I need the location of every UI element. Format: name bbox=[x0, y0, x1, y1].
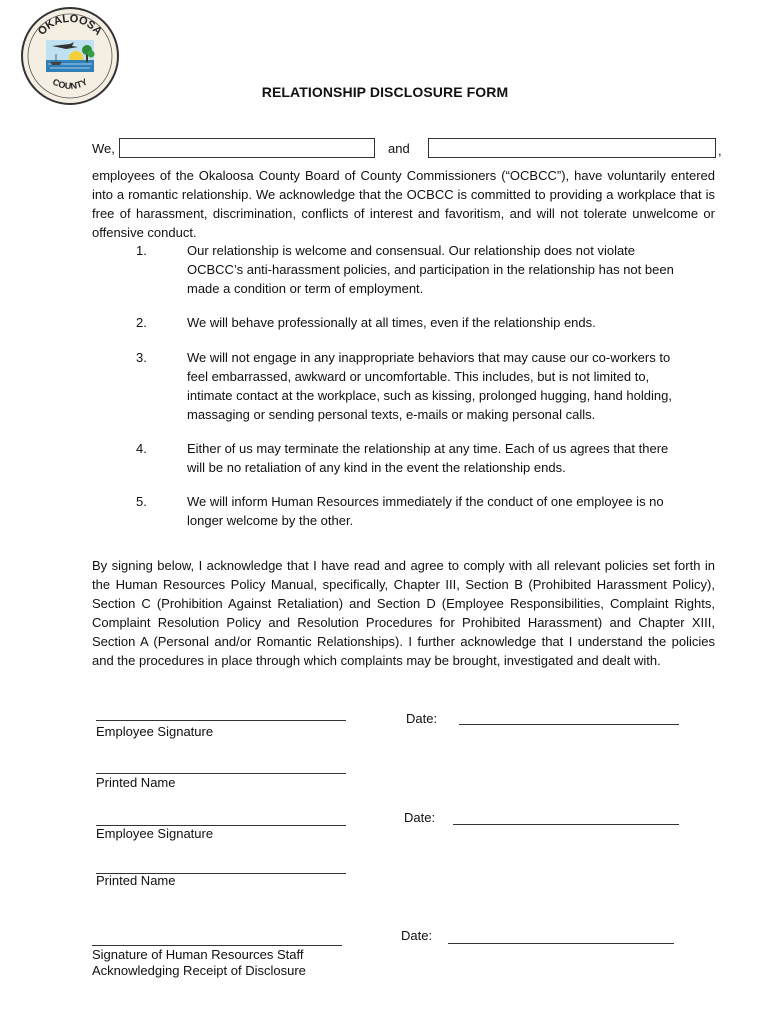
date-line-3[interactable] bbox=[448, 943, 674, 944]
item-number: 5. bbox=[136, 494, 147, 509]
we-label: We, bbox=[92, 141, 115, 156]
comma: , bbox=[718, 143, 722, 158]
employee-signature-line-1[interactable] bbox=[96, 720, 346, 721]
item-number: 2. bbox=[136, 315, 147, 330]
hr-signature-label-line2: Acknowledging Receipt of Disclosure bbox=[92, 963, 306, 978]
employee-signature-label-2: Employee Signature bbox=[96, 826, 214, 841]
item-text: We will not engage in any inappropriate behaviors that may cause our co-workers to feel embarrassed, awkward or uncomfortable. This includes, but is not limited to, intimate contact at the workplace, such as kissing, prolonged hugging, hand holding, massaging or sending personal texts, e-mails or making personal calls. bbox=[187, 350, 672, 422]
seal-top-text: OKALOOSA bbox=[35, 12, 105, 38]
intro-paragraph: employees of the Okaloosa County Board of County Commissioners (“OCBCC”), have voluntarily entered into a romantic relationship. We acknowledge that the OCBCC is committed to providing a workplace that is free of harassment, discrimination, conflicts of interest and favoritism, and will not tolerate unwelcome or offensive conduct. bbox=[92, 168, 715, 240]
item-number: 4. bbox=[136, 441, 147, 456]
employee-signature-label-1: Employee Signature bbox=[96, 724, 214, 739]
item-text: We will inform Human Resources immediately if the conduct of one employee is no longer welcome by the other. bbox=[187, 494, 664, 528]
employee-two-name-field[interactable] bbox=[428, 138, 716, 158]
hr-signature-label-line1: Signature of Human Resources Staff bbox=[92, 947, 304, 962]
item-number: 3. bbox=[136, 350, 147, 365]
printed-name-label-2: Printed Name bbox=[96, 873, 176, 888]
date-label-2: Date: bbox=[404, 810, 436, 825]
item-text: Either of us may terminate the relationship at any time. Each of us agrees that there will be no retaliation of any kind in the event the relationship ends. bbox=[187, 441, 669, 475]
item-number: 1. bbox=[136, 243, 147, 258]
intro-line bbox=[92, 138, 722, 160]
date-label-1: Date: bbox=[406, 711, 438, 726]
item-text: Our relationship is welcome and consensual. Our relationship does not violate OCBCC’s anti-harassment policies, and participation in the relationship has not been made a condition or term of employment. bbox=[187, 243, 674, 296]
date-line-2[interactable] bbox=[453, 824, 679, 825]
date-line-1[interactable] bbox=[459, 724, 679, 725]
acknowledgement-paragraph: By signing below, I acknowledge that I have read and agree to comply with all relevant policies set forth in the Human Resources Policy Manual, specifically, Chapter III, Section B (Prohibited Harassment Policy), Section C (Prohibition Against Retaliation) and Section D (Employee Responsibilities, Complaint Rights, Complaint Resolution Policy and Resolution Procedures for Prohibited Harassment) and Chapter XIII, Section A (Personal and/or Romantic Relationships). I further acknowledge that I understand the policies and the procedures in place through which complaints may be brought, investigated and dealt with. bbox=[92, 558, 715, 668]
seal-bottom-text: COUNTY bbox=[50, 76, 90, 92]
item-text: We will behave professionally at all times, even if the relationship ends. bbox=[187, 315, 596, 330]
employee-one-name-field[interactable] bbox=[119, 138, 375, 158]
form-title: RELATIONSHIP DISCLOSURE FORM bbox=[261, 84, 509, 100]
and-label: and bbox=[388, 141, 410, 156]
printed-name-line-1[interactable] bbox=[96, 773, 346, 774]
date-label-3: Date: bbox=[401, 928, 433, 943]
printed-name-label-1: Printed Name bbox=[96, 775, 176, 790]
hr-signature-line[interactable] bbox=[92, 945, 342, 946]
